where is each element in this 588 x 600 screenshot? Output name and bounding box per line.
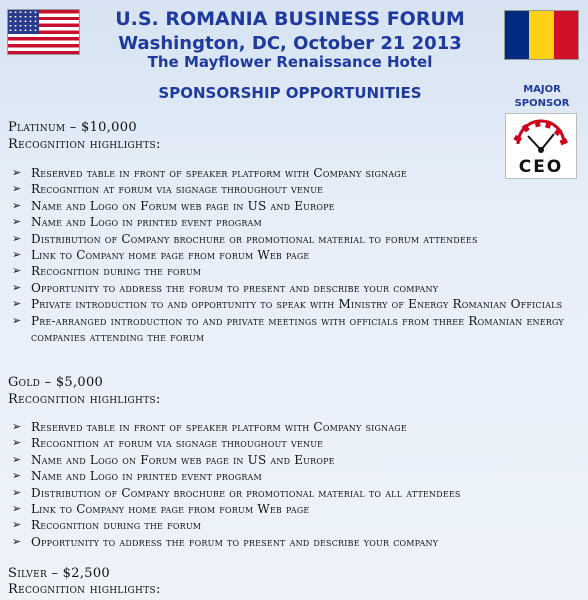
major-sponsor-label-line2: SPONSOR (514, 98, 570, 109)
list-item-text: Name and Logo on Forum web page in US and Europe (31, 198, 335, 213)
bullet-arrow-icon: ➢ (12, 231, 22, 245)
list-item-text: Name and Logo on Forum web page in US and Europe (31, 452, 335, 467)
list-item (12, 247, 580, 263)
bullet-arrow-icon: ➢ (12, 280, 22, 294)
list-item-text: Pre-arranged introduction to and private meetings with officials from three Romanian energy companies attending the forum (31, 313, 564, 345)
list-item-text: Reserved table in front of speaker platform with Company signage (31, 420, 407, 434)
list-item (12, 485, 580, 501)
forum-title: U.S. ROMANIA BUSINESS FORUM (115, 8, 465, 30)
forum-venue: The Mayflower Renaissance Hotel (147, 53, 433, 71)
list-item-text: Name and Logo in printed event program (31, 215, 262, 230)
list-item-text: Name and Logo in printed event program (31, 469, 262, 484)
romania-flag (504, 10, 579, 60)
list-item (12, 452, 580, 468)
major-sponsor-label (500, 83, 584, 111)
list-item (12, 263, 580, 279)
list-item-text: Distribution of Company brochure or promotional material to forum attendees (31, 231, 478, 246)
list-item-text: Opportunity to address the forum to present and describe your company (31, 534, 439, 549)
list-item-text: Link to Company home page from forum Web page (31, 248, 310, 263)
bullet-arrow-icon: ➢ (12, 198, 22, 212)
forum-date-location: Washington, DC, October 21 2013 (118, 33, 462, 54)
bullet-arrow-icon: ➢ (12, 502, 22, 516)
sponsor-logo-text: CEO (518, 157, 564, 177)
list-item-text: Distribution of Company brochure or promotional material to all attendees (31, 485, 461, 500)
tier-title-silver: Silver – $2,500 (8, 566, 110, 581)
bullet-arrow-icon: ➢ (12, 166, 22, 179)
list-item (12, 181, 580, 197)
list-item-text: Recognition during the forum (31, 518, 202, 533)
romania-flag-blue (505, 11, 529, 59)
major-sponsor-label-line1: MAJOR (523, 84, 561, 95)
bullet-arrow-icon: ➢ (12, 313, 22, 327)
bullet-arrow-icon: ➢ (12, 452, 22, 466)
tier-subtitle-platinum: Recognition highlights: (8, 137, 161, 152)
bullet-arrow-icon: ➢ (12, 182, 22, 196)
list-item (12, 231, 580, 247)
list-item-text: Recognition during the forum (31, 264, 202, 279)
us-flag (7, 9, 80, 55)
list-item-text: Link to Company home page from forum Web page (31, 502, 310, 517)
us-flag-canton (8, 10, 39, 34)
bullet-arrow-icon: ➢ (12, 264, 22, 278)
bullet-arrow-icon: ➢ (12, 518, 22, 532)
list-item-text: Private introduction to and opportunity to speak with Ministry of Energy Romanian Officials (31, 297, 563, 312)
list-item (12, 501, 580, 517)
list-item (12, 198, 580, 214)
tier-subtitle-gold: Recognition highlights: (8, 392, 161, 407)
section-heading: SPONSORSHIP OPPORTUNITIES (158, 84, 422, 102)
bullet-arrow-icon: ➢ (12, 297, 22, 311)
list-item (12, 534, 580, 550)
list-item (12, 419, 580, 435)
gold-benefits-list (12, 419, 580, 550)
list-item-text: Recognition at forum via signage throughout venue (31, 436, 324, 451)
list-item-text: Recognition at forum via signage throughout venue (31, 182, 324, 197)
tier-subtitle-silver: Recognition highlights: (8, 582, 161, 597)
bullet-arrow-icon: ➢ (12, 248, 22, 262)
list-item (12, 435, 580, 451)
romania-flag-yellow (529, 11, 553, 59)
platinum-benefits-list (12, 165, 580, 345)
bullet-arrow-icon: ➢ (12, 420, 22, 433)
bullet-arrow-icon: ➢ (12, 436, 22, 450)
list-item (12, 214, 580, 230)
bullet-arrow-icon: ➢ (12, 534, 22, 548)
list-item-text: Reserved table in front of speaker platform with Company signage (31, 166, 407, 180)
list-item (12, 280, 580, 296)
list-item (12, 165, 580, 181)
romania-flag-red (554, 11, 578, 59)
list-item (12, 517, 580, 533)
list-item (12, 313, 580, 346)
list-item (12, 468, 580, 484)
bullet-arrow-icon: ➢ (12, 485, 22, 499)
bullet-arrow-icon: ➢ (12, 469, 22, 483)
bullet-arrow-icon: ➢ (12, 215, 22, 229)
list-item-text: Opportunity to address the forum to present and describe your company (31, 280, 439, 295)
tier-title-gold: Gold – $5,000 (8, 375, 104, 390)
list-item (12, 296, 580, 312)
tier-title-platinum: Platinum – $10,000 (8, 120, 137, 135)
